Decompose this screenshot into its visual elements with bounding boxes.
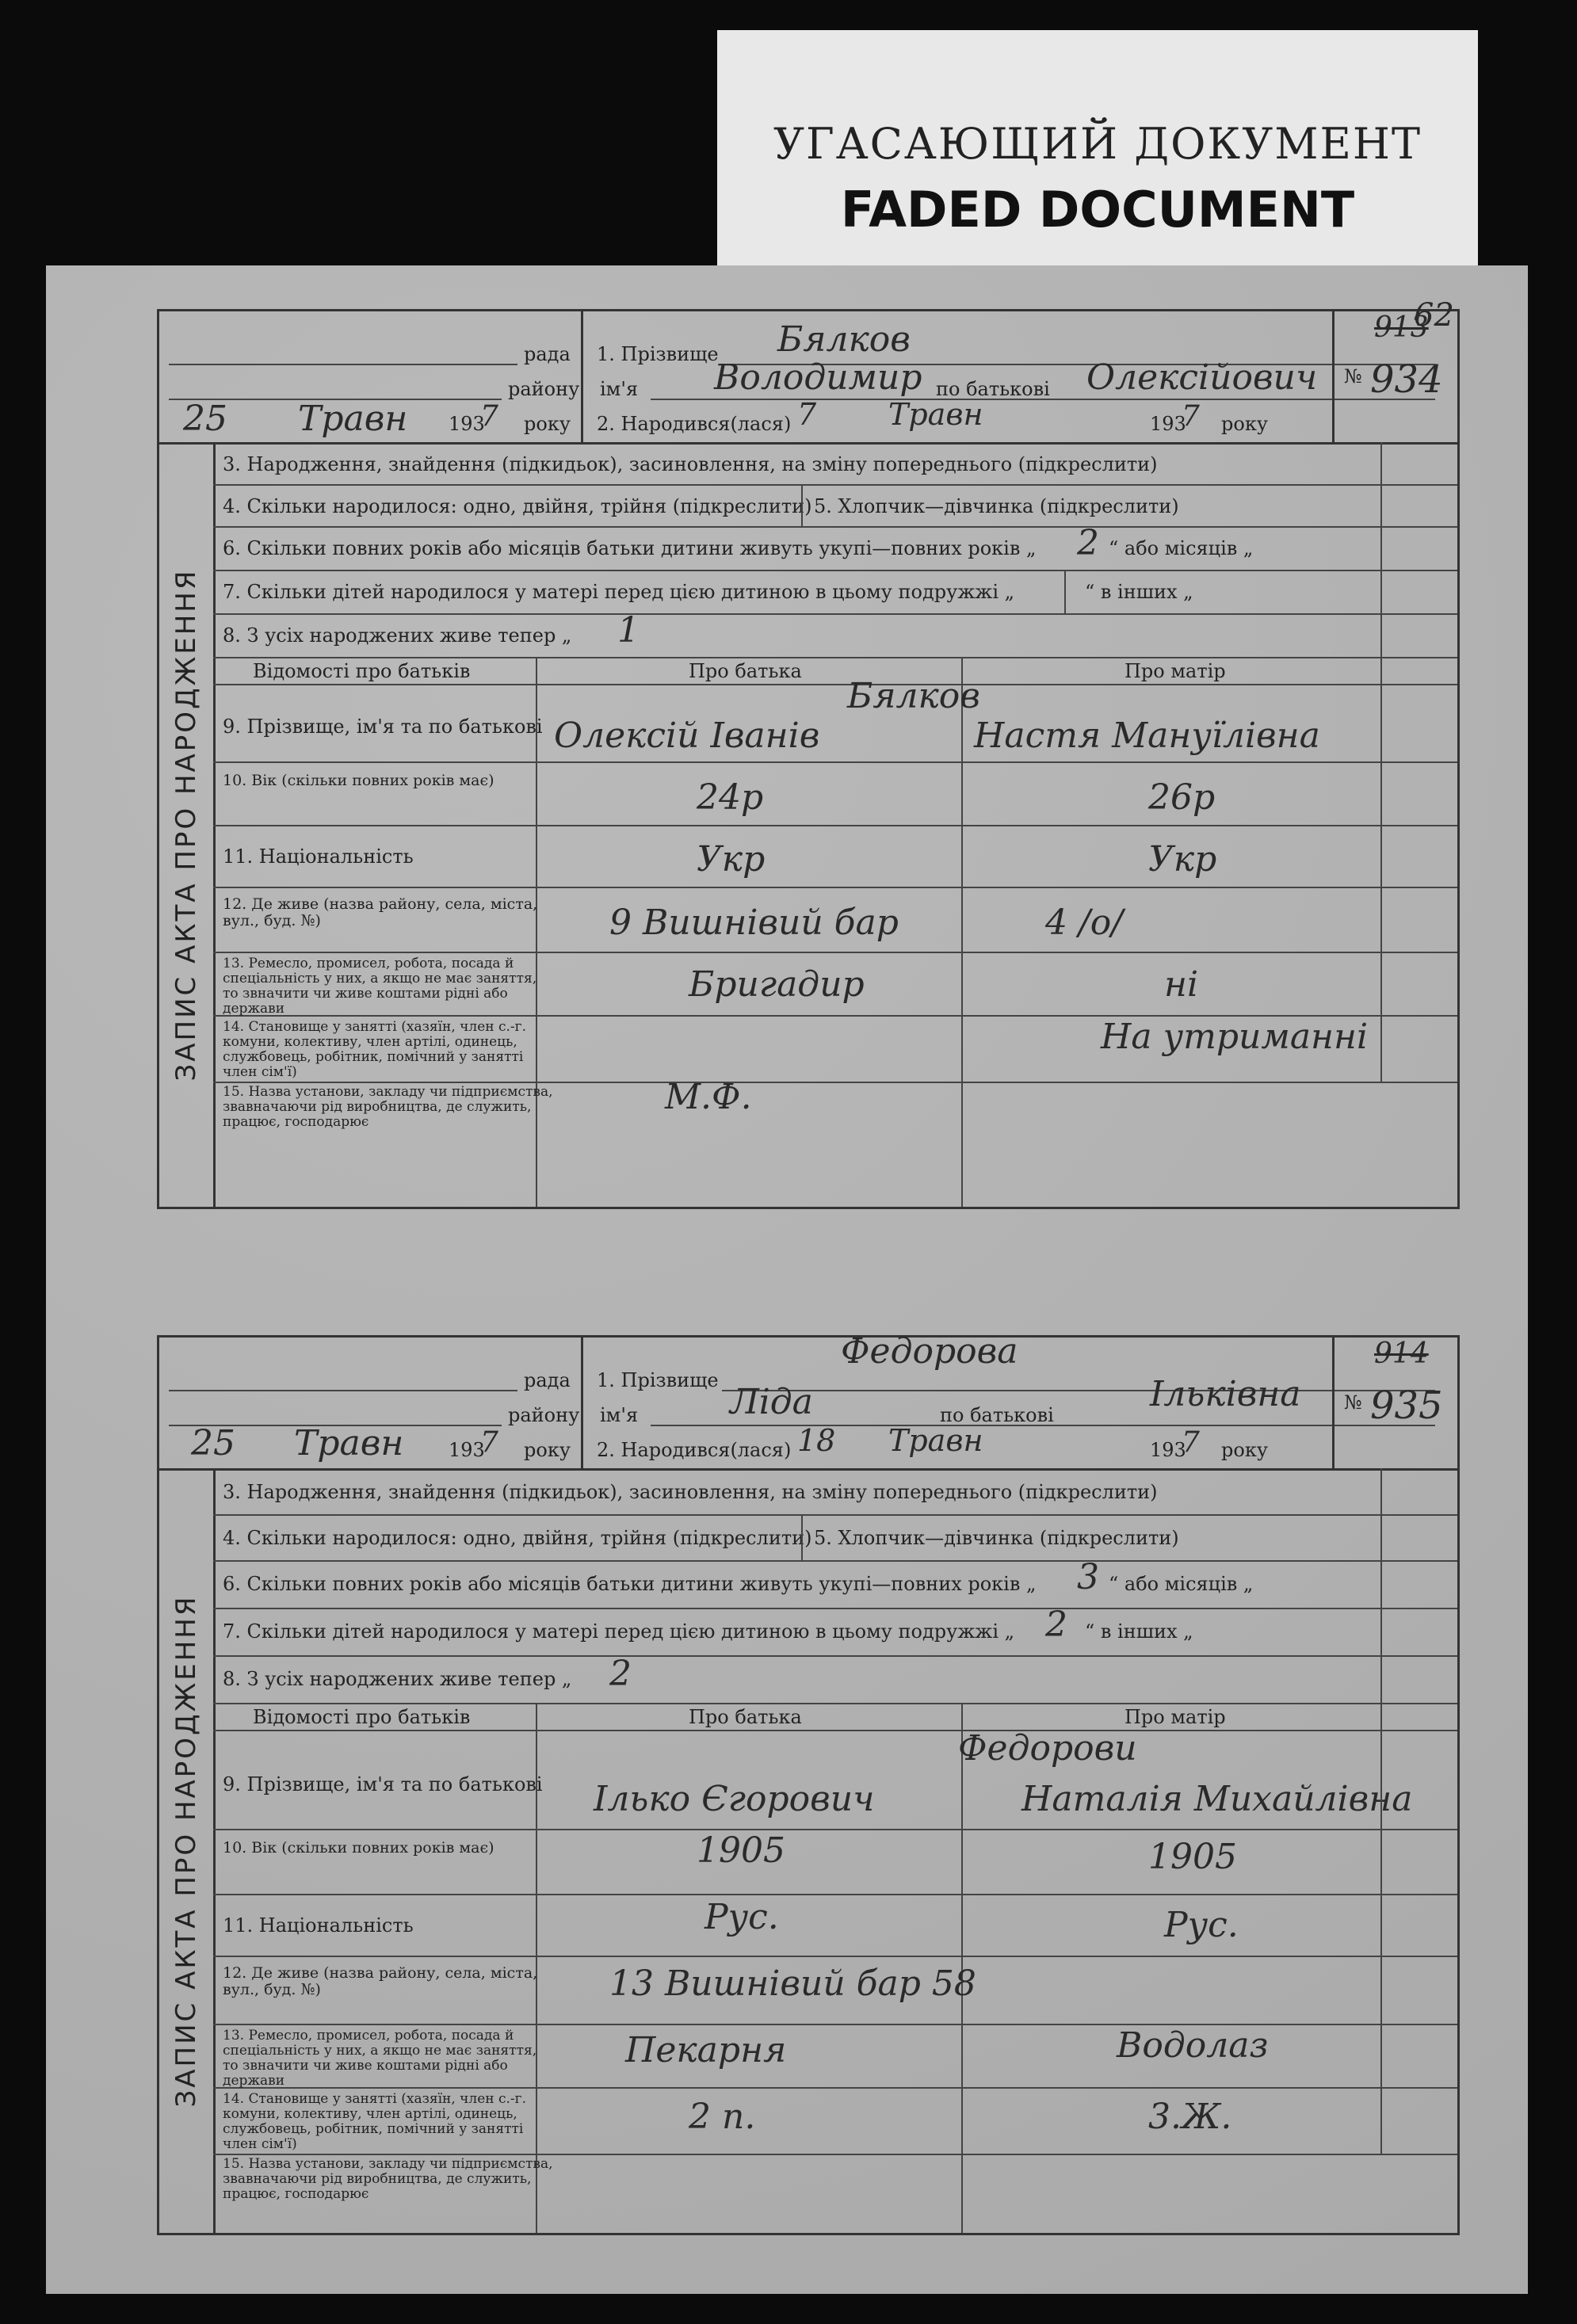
side-label-block (159, 442, 216, 1207)
patronymic-label: по батькові (936, 378, 1050, 400)
record-header (159, 297, 1457, 445)
old-number: 914 (1374, 1338, 1429, 1370)
q3-text: 3. Народження, знайдення (підкидьок), засиновлення, на зміну попереднього (підкреслити) (223, 453, 1158, 475)
child-surname: Бялков (777, 319, 911, 360)
father-nat: Рус. (704, 1897, 779, 1937)
father-age: 1905 (697, 1830, 785, 1871)
child-patronymic: Ільківна (1150, 1374, 1301, 1414)
side-label: ЗАПИС АКТА ПРО НАРОДЖЕННЯ (170, 1594, 202, 2107)
side-label-block (159, 1468, 216, 2233)
roku-label: року (524, 413, 571, 435)
q4-text: 4. Скільки народилося: одно, двійня, трійня (підкреслити) (223, 495, 812, 517)
mother-header: Про матір (1125, 1706, 1226, 1728)
born-day: 18 (797, 1423, 836, 1458)
raionu-label: району (508, 378, 580, 400)
raionu-label: району (508, 1404, 580, 1426)
stamp-title-en: FADED DOCUMENT (840, 181, 1355, 239)
record-header (159, 1331, 1457, 1471)
q14-text: 14. Становище у занятті (хазяїн, член с.-г. комуни, колективу, член артілі, одинець, службовець, робітник, помічний у занятті член сім'ї) (223, 2091, 526, 2152)
new-number: 934 (1370, 357, 1443, 402)
q6-text: 6. Скільки повних років або місяців батьки дитини живуть укупі—повних років „ (223, 537, 1037, 559)
new-number: 935 (1370, 1383, 1443, 1428)
faded-document-stamp (717, 30, 1478, 268)
record-number-block (1332, 297, 1457, 442)
father-header: Про батька (689, 660, 802, 682)
born-month: Травн (888, 397, 983, 432)
old-number: 913 (1374, 311, 1429, 344)
born-year-prefix: 193 (1150, 413, 1186, 435)
mother-age: 26р (1148, 777, 1216, 818)
q11-text: 11. Національність (223, 1914, 414, 1937)
parents-header: Відомості про батьків (253, 1706, 471, 1728)
born-label: 2. Народився(лася) (597, 413, 792, 435)
father-surname: Федорови (958, 1728, 1137, 1769)
father-work: М.Ф. (665, 1077, 752, 1117)
reg-month: Травн (294, 1423, 404, 1463)
q15-text: 15. Назва установи, закладу чи підприємства, звавначаючи рід виробництва, де служить, працює, господарює (223, 1084, 553, 1130)
q5-text: 5. Хлопчик—дівчинка (підкреслити) (814, 1527, 1179, 1549)
registration-date-block (159, 1338, 583, 1468)
q9-text: 9. Прізвище, ім'я та по батькові (223, 1773, 543, 1795)
mother-name: Настя Мануїлівна (974, 716, 1320, 756)
born-roku-label: року (1221, 413, 1268, 435)
born-label: 2. Народився(лася) (597, 1439, 792, 1461)
patronymic-label: по батькові (940, 1404, 1054, 1426)
roku-label: року (524, 1439, 571, 1461)
father-name: Олексій Іванів (554, 716, 820, 756)
number-sign: № (1344, 365, 1362, 387)
q7-text: 7. Скільки дітей народилося у матері перед цією дитиною в цьому подружжі „ (223, 1620, 1015, 1643)
reg-year-digit: 7 (480, 1426, 498, 1459)
q7b-text: “ в інших „ (1085, 1620, 1193, 1643)
number-sign: № (1344, 1391, 1362, 1414)
q3-text: 3. Народження, знайдення (підкидьок), засиновлення, на зміну попереднього (підкреслити) (223, 1481, 1158, 1503)
father-addr: 9 Вишнівий бар (609, 903, 899, 943)
mother-work: На утриманні (1101, 1017, 1369, 1057)
q14-text: 14. Становище у занятті (хазяїн, член с.-г. комуни, колективу, член артілі, одинець, службовець, робітник, помічний у занятті член сім'ї) (223, 1019, 526, 1080)
father-addr: 13 Вишнівий бар 58 (609, 1963, 976, 2004)
q6-years: 3 (1077, 1557, 1099, 1597)
name-label: ім'я (600, 1404, 639, 1426)
born-roku-label: року (1221, 1439, 1268, 1461)
born-year-prefix: 193 (1150, 1439, 1186, 1461)
mother-name: Наталія Михайлівна (1021, 1779, 1413, 1819)
registration-date-block (159, 311, 583, 442)
birth-record-2 (157, 1331, 1460, 2235)
mother-nat: Рус. (1164, 1905, 1239, 1945)
born-day: 7 (797, 397, 817, 432)
record-number-block (1332, 1338, 1457, 1468)
q15-text: 15. Назва установи, закладу чи підприємства, звавначаючи рід виробництва, де служить, працює, господарює (223, 2156, 553, 2202)
q6-years: 2 (1077, 523, 1099, 563)
q6b-text: “ або місяців „ (1109, 537, 1254, 559)
father-nat: Укр (697, 839, 766, 880)
parents-header: Відомості про батьків (253, 660, 471, 682)
mother-status: 3.Ж. (1148, 2097, 1232, 2137)
stamp-title-ru: УГАСАЮЩИЙ ДОКУМЕНТ (773, 119, 1422, 169)
reg-day: 25 (183, 399, 227, 439)
birth-record-1 (157, 297, 1460, 1209)
corner-mark: 62 (1414, 297, 1454, 334)
side-label: ЗАПИС АКТА ПРО НАРОДЖЕННЯ (170, 568, 202, 1081)
father-job: Пекарня (625, 2030, 787, 2070)
q13-text: 13. Ремесло, промисел, робота, посада й спеціальність у них, а якщо не має заняття, то звначити чи живе коштами рідні або держави (223, 956, 537, 1017)
born-month: Травн (888, 1423, 983, 1458)
q12-text: 12. Де живе (назва району, села, міста, вул., буд. №) (223, 895, 538, 929)
q8-text: 8. З усіх народжених живе тепер „ (223, 1668, 572, 1690)
born-year-digit: 7 (1182, 1426, 1200, 1459)
father-age: 24р (697, 777, 764, 818)
mother-surname: Бялков (847, 676, 980, 716)
mother-age: 1905 (1148, 1837, 1237, 1877)
q8-alive: 2 (609, 1654, 632, 1694)
q6b-text: “ або місяців „ (1109, 1573, 1254, 1595)
surname-label: 1. Прізвище (597, 1369, 719, 1391)
surname-label: 1. Прізвище (597, 343, 719, 365)
q9-text: 9. Прізвище, ім'я та по батькові (223, 716, 543, 738)
father-header: Про батька (689, 1706, 802, 1728)
reg-year-digit: 7 (480, 400, 498, 433)
q7-here: 2 (1045, 1605, 1067, 1645)
q10-text: 10. Вік (скільки повних років має) (223, 1839, 494, 1857)
mother-header: Про матір (1125, 660, 1226, 682)
child-name: Володимир (714, 357, 922, 398)
father-status: 2 п. (689, 2097, 756, 2137)
reg-month: Травн (298, 399, 408, 439)
q4-text: 4. Скільки народилося: одно, двійня, трійня (підкреслити) (223, 1527, 812, 1549)
q11-text: 11. Національність (223, 845, 414, 868)
q5-text: 5. Хлопчик—дівчинка (підкреслити) (814, 495, 1179, 517)
reg-year-prefix: 193 (449, 1439, 485, 1461)
q7-text: 7. Скільки дітей народилося у матері перед цією дитиною в цьому подружжі „ (223, 581, 1015, 603)
rada-label: рада (524, 343, 571, 365)
mother-addr: 4 /о/ (1045, 903, 1124, 943)
name-label: ім'я (600, 378, 639, 400)
born-year-digit: 7 (1182, 400, 1200, 433)
q8-text: 8. З усіх народжених живе тепер „ (223, 624, 572, 647)
q12-text: 12. Де живе (назва району, села, міста, вул., буд. №) (223, 1964, 538, 1998)
q13-text: 13. Ремесло, промисел, робота, посада й спеціальність у них, а якщо не має заняття, то звначити чи живе коштами рідні або держави (223, 2028, 537, 2089)
mother-job: ні (1164, 964, 1199, 1005)
child-patronymic: Олексійович (1086, 357, 1318, 398)
rada-label: рада (524, 1369, 571, 1391)
reg-year-prefix: 193 (449, 413, 485, 435)
child-name: Ліда (730, 1382, 813, 1422)
q6-text: 6. Скільки повних років або місяців батьки дитини живуть укупі—повних років „ (223, 1573, 1037, 1595)
father-job: Бригадир (689, 964, 865, 1005)
mother-nat: Укр (1148, 839, 1217, 880)
reg-day: 25 (191, 1423, 235, 1463)
q7b-text: “ в інших „ (1085, 581, 1193, 603)
father-name: Ілько Єгорович (594, 1779, 875, 1819)
q10-text: 10. Вік (скільки повних років має) (223, 772, 494, 789)
child-surname: Федорова (841, 1331, 1018, 1372)
q8-alive: 1 (617, 610, 640, 651)
mother-job: Водолаз (1117, 2025, 1269, 2066)
